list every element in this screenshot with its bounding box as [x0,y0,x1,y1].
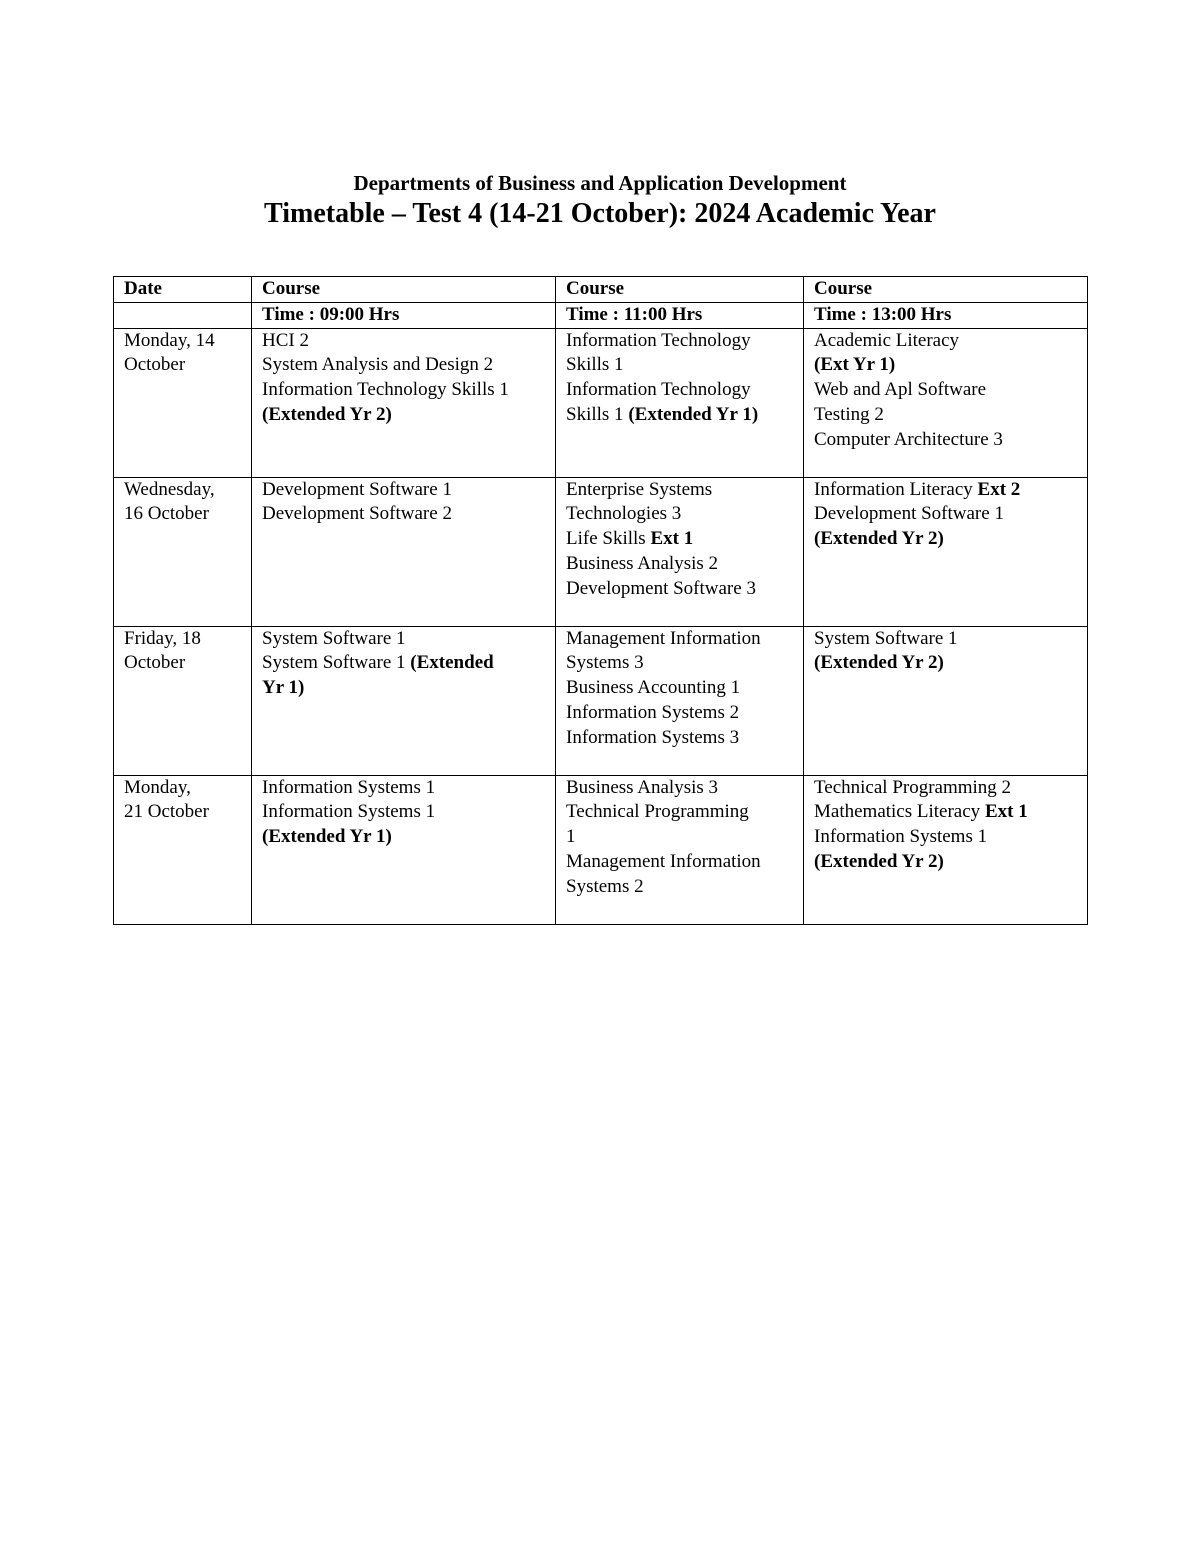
table-row [114,328,1088,477]
course-line: Information Technology Skills 1 [262,379,509,401]
extended-note: (Extended Yr 2) [814,850,944,872]
course-line: Systems 3 [566,652,644,674]
course-line: Skills 1 [566,403,629,425]
course-cell [804,775,1088,924]
course-line: Information Systems 3 [566,726,740,748]
course-line: Mathematics Literacy [814,801,985,823]
extended-note: Ext 1 [984,801,1028,823]
course-cell [804,328,1088,477]
extended-note: (Extended Yr 1) [628,403,759,425]
course-line: Business Analysis 3 [566,776,719,798]
header-time-2: Time : 11:00 Hrs [556,302,804,328]
table-row [114,477,1088,626]
page-title: Timetable – Test 4 (14-21 October): 2024 Academic Year [264,198,936,229]
date-line: Friday, 18 [124,627,201,649]
course-line: Systems 2 [566,875,644,897]
header-course-3: Course [804,277,1088,303]
extended-note: (Extended Yr 2) [814,652,944,674]
course-line: Information Literacy [814,478,978,500]
course-line: Development Software 2 [262,503,452,525]
course-line: Technologies 3 [566,503,682,525]
course-line: Information Systems 1 [814,826,988,848]
course-line: Testing 2 [814,403,884,425]
date-line: October [124,354,186,376]
header-time-1: Time : 09:00 Hrs [252,302,556,328]
course-line: Development Software 3 [566,577,756,599]
extended-note: Yr 1) [262,677,305,699]
date-cell [114,328,252,477]
course-line: Life Skills [566,528,651,550]
extended-note: (Extended Yr 2) [814,528,944,550]
course-line: Computer Architecture 3 [814,428,1003,450]
course-line: Web and Apl Software [814,379,987,401]
header-time-3: Time : 13:00 Hrs [804,302,1088,328]
course-line: Business Analysis 2 [566,552,719,574]
course-cell [804,477,1088,626]
header-course-1: Course [252,277,556,303]
course-line: Technical Programming [566,801,749,823]
course-line: System Software 1 [262,652,411,674]
course-line: (Extended Yr 2) [262,403,392,425]
date-cell [114,775,252,924]
extended-note: (Ext Yr 1) [814,354,896,376]
course-cell [556,775,804,924]
date-line: 16 October [124,503,209,525]
course-line: Information Technology [566,329,751,351]
timetable-table [113,276,1088,925]
course-line: 1 [566,826,576,848]
extended-note: (Extended [410,652,494,674]
date-cell [114,626,252,775]
header-row-course [114,277,1088,303]
header-date-blank [114,302,252,328]
course-cell [556,477,804,626]
extended-note: Ext 1 [650,528,694,550]
header-row-time [114,302,1088,328]
table-row [114,775,1088,924]
course-line: Information Systems 1 [262,776,436,798]
course-cell [252,775,556,924]
course-line: Information Systems 1 [262,801,436,823]
table-row [114,626,1088,775]
course-line: System Software 1 [814,627,958,649]
course-line: HCI 2 [262,329,309,351]
course-line: System Software 1 [262,627,406,649]
course-line: Information Systems 2 [566,701,740,723]
course-cell [556,328,804,477]
header-course-2: Course [556,277,804,303]
course-line: Technical Programming 2 [814,776,1012,798]
course-line: Enterprise Systems [566,478,713,500]
course-line: Development Software 1 [814,503,1004,525]
date-line: 21 October [124,801,209,823]
course-cell [556,626,804,775]
extended-note: (Extended Yr 1) [262,826,392,848]
date-line: October [124,652,186,674]
course-line: System Analysis and Design 2 [262,354,494,376]
course-line: Skills 1 [566,354,624,376]
course-cell [252,328,556,477]
extended-note: Ext 2 [977,478,1021,500]
department-subtitle: Departments of Business and Application Development [353,171,847,195]
course-line: Management Information [566,850,761,872]
course-line: Academic Literacy [814,329,960,351]
course-line: Business Accounting 1 [566,677,741,699]
header-date: Date [114,277,252,303]
date-line: Monday, 14 [124,329,215,351]
date-line: Monday, [124,776,191,798]
course-line: Management Information [566,627,761,649]
course-cell [804,626,1088,775]
course-line: Information Technology [566,379,751,401]
course-cell [252,477,556,626]
date-line: Wednesday, [124,478,215,500]
course-cell [252,626,556,775]
course-line: Development Software 1 [262,478,452,500]
date-cell [114,477,252,626]
